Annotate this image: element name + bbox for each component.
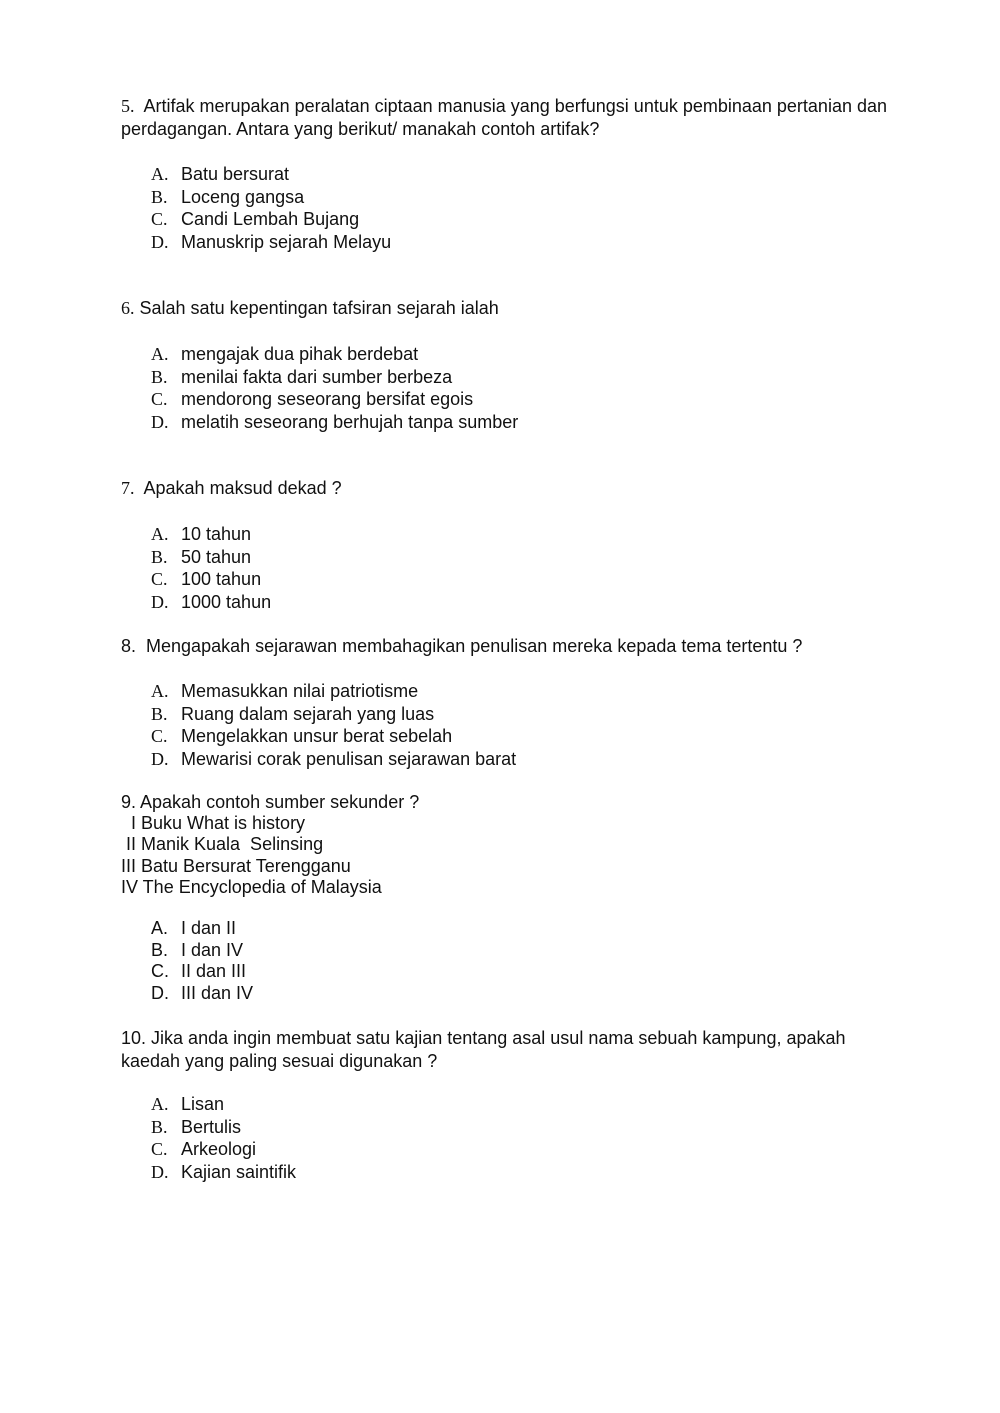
- option-a[interactable]: [151, 163, 391, 186]
- option-text: Manuskrip sejarah Melayu: [181, 231, 392, 252]
- option-letter: D.: [151, 231, 169, 252]
- option-letter: D.: [151, 591, 169, 612]
- question-8: [121, 635, 890, 658]
- options-q5: [151, 163, 391, 253]
- option-letter: D.: [151, 982, 169, 1003]
- question-text: Mengapakah sejarawan membahagikan penulisan mereka kepada tema tertentu ?: [146, 636, 803, 656]
- option-text: mengajak dua pihak berdebat: [181, 344, 419, 364]
- statement-iv: IV The Encyclopedia of Malaysia: [121, 876, 382, 897]
- statement-iii: III Batu Bersurat Terengganu: [121, 855, 351, 876]
- option-b[interactable]: [151, 546, 271, 569]
- option-text: I dan IV: [181, 939, 244, 960]
- question-number: 10.: [121, 1028, 147, 1048]
- option-letter: C.: [151, 389, 168, 410]
- option-a[interactable]: [151, 1093, 296, 1116]
- option-letter: B.: [151, 546, 168, 567]
- option-letter: C.: [151, 726, 168, 747]
- question-number: 8.: [121, 636, 137, 656]
- option-a[interactable]: [151, 680, 516, 703]
- option-letter: D.: [151, 748, 169, 769]
- option-letter: B.: [151, 703, 168, 724]
- option-text: Mengelakkan unsur berat sebelah: [181, 726, 453, 747]
- option-text: Lisan: [181, 1094, 225, 1114]
- option-c[interactable]: [151, 568, 271, 591]
- question-number: 6.: [121, 298, 135, 318]
- option-text: Kajian saintifik: [181, 1161, 297, 1182]
- option-letter: A.: [151, 1094, 169, 1114]
- option-text: 10 tahun: [181, 524, 252, 544]
- option-b[interactable]: [151, 940, 253, 962]
- option-letter: C.: [151, 209, 168, 230]
- statement-ii: II Manik Kuala Selinsing: [121, 834, 324, 855]
- option-text: Ruang dalam sejarah yang luas: [181, 703, 435, 724]
- option-text: I dan II: [181, 918, 237, 938]
- option-c[interactable]: [151, 961, 253, 983]
- option-letter: B.: [151, 366, 168, 387]
- option-letter: B.: [151, 1116, 168, 1137]
- option-d[interactable]: [151, 591, 271, 614]
- option-text: 50 tahun: [181, 546, 252, 567]
- option-letter: B.: [151, 939, 169, 960]
- option-text: Batu bersurat: [181, 164, 290, 184]
- option-b[interactable]: [151, 366, 518, 389]
- option-text: Candi Lembah Bujang: [181, 209, 360, 230]
- option-c[interactable]: [151, 725, 516, 748]
- option-d[interactable]: [151, 983, 253, 1005]
- question-5: [121, 95, 890, 141]
- option-text: mendorong seseorang bersifat egois: [181, 389, 474, 410]
- option-letter: A.: [151, 164, 169, 184]
- option-d[interactable]: [151, 411, 518, 434]
- option-text: Loceng gangsa: [181, 186, 305, 207]
- option-text: III dan IV: [181, 982, 254, 1003]
- option-d[interactable]: [151, 231, 391, 254]
- option-letter: D.: [151, 1161, 169, 1182]
- option-letter: C.: [151, 961, 169, 981]
- option-letter: B.: [151, 186, 168, 207]
- question-9: [121, 791, 890, 814]
- option-text: Arkeologi: [181, 1139, 257, 1160]
- option-text: Mewarisi corak penulisan sejarawan barat: [181, 748, 517, 769]
- question-text: Apakah maksud dekad ?: [143, 478, 342, 498]
- option-c[interactable]: [151, 388, 518, 411]
- option-text: 100 tahun: [181, 569, 262, 590]
- option-letter: A.: [151, 524, 169, 544]
- option-letter: A.: [151, 918, 169, 938]
- question-text: Jika anda ingin membuat satu kajian tentang asal usul nama sebuah kampung, apakah kaedah yang paling sesuai digunakan ?: [121, 1028, 846, 1071]
- option-a[interactable]: [151, 918, 253, 940]
- option-text: 1000 tahun: [181, 591, 272, 612]
- option-letter: C.: [151, 569, 168, 590]
- option-text: menilai fakta dari sumber berbeza: [181, 366, 453, 387]
- options-q9: [151, 918, 253, 1004]
- option-a[interactable]: [151, 343, 518, 366]
- options-q10: [151, 1093, 296, 1183]
- question-10: [121, 1027, 890, 1073]
- option-b[interactable]: [151, 1116, 296, 1139]
- options-q8: [151, 680, 516, 770]
- statement-i: I Buku What is history: [121, 813, 306, 833]
- question-7: [121, 477, 890, 500]
- option-letter: A.: [151, 681, 169, 701]
- question-text: Salah satu kepentingan tafsiran sejarah ialah: [139, 298, 499, 318]
- question-6: [121, 297, 890, 320]
- option-c[interactable]: [151, 208, 391, 231]
- option-b[interactable]: [151, 703, 516, 726]
- option-a[interactable]: [151, 523, 271, 546]
- question-number: 5.: [121, 96, 135, 116]
- question-number: 9.: [121, 792, 137, 812]
- question-text: Artifak merupakan peralatan ciptaan manusia yang berfungsi untuk pembinaan pertanian dan perdagangan. Antara yang berikut/ manakah contoh artifak?: [121, 96, 887, 139]
- option-text: melatih seseorang berhujah tanpa sumber: [181, 411, 519, 432]
- options-q7: [151, 523, 271, 613]
- option-b[interactable]: [151, 186, 391, 209]
- option-letter: D.: [151, 411, 169, 432]
- question-text: Apakah contoh sumber sekunder ?: [140, 792, 420, 812]
- option-c[interactable]: [151, 1138, 296, 1161]
- option-letter: A.: [151, 344, 169, 364]
- option-text: Memasukkan nilai patriotisme: [181, 681, 419, 701]
- option-d[interactable]: [151, 748, 516, 771]
- option-d[interactable]: [151, 1161, 296, 1184]
- question-number: 7.: [121, 478, 135, 498]
- statement-list: [121, 813, 382, 898]
- options-q6: [151, 343, 518, 433]
- option-text: II dan III: [181, 961, 247, 981]
- option-text: Bertulis: [181, 1116, 242, 1137]
- option-letter: C.: [151, 1139, 168, 1160]
